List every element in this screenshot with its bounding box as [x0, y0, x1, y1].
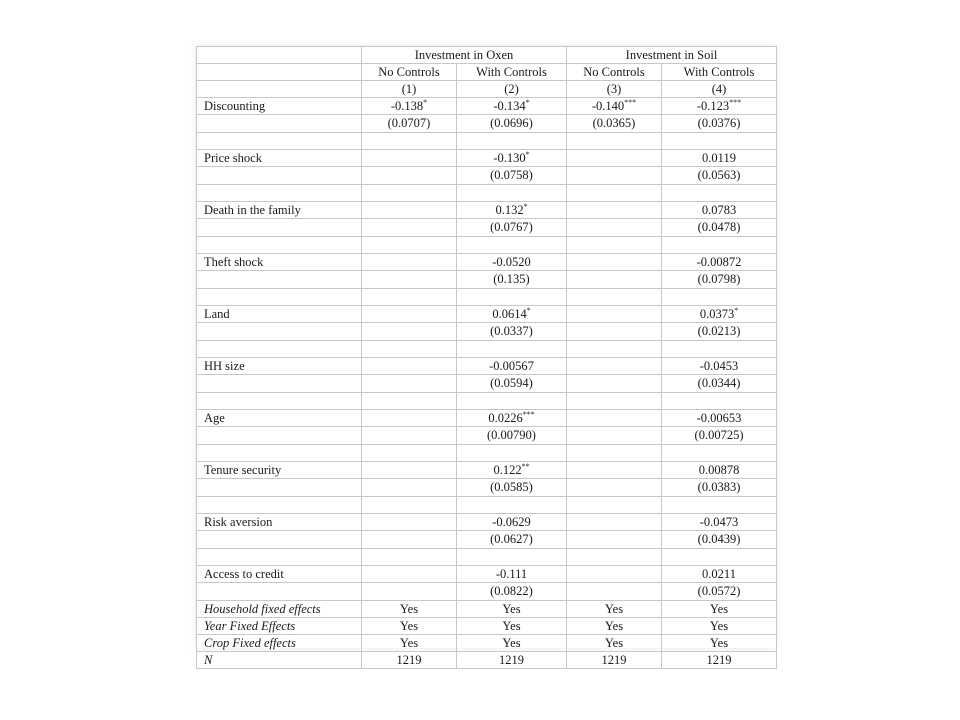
spacer-row	[197, 133, 777, 150]
header-numbers-row	[197, 81, 777, 98]
header-soil: Investment in Soil	[567, 47, 777, 64]
coef-cell: -0.130*	[457, 150, 567, 167]
se-cell: (0.0337)	[457, 323, 567, 341]
se-cell: (0.0572)	[662, 583, 777, 601]
spacer-row	[197, 341, 777, 358]
coef-cell: 0.122**	[457, 462, 567, 479]
se-cell: (0.00725)	[662, 427, 777, 445]
row-label: Year Fixed Effects	[197, 618, 362, 635]
coef-cell: -0.0629	[457, 514, 567, 531]
row-label: HH size	[197, 358, 362, 375]
se-cell: (0.0822)	[457, 583, 567, 601]
se-cell: (0.0376)	[662, 115, 777, 133]
table-row	[197, 254, 777, 271]
row-label: Household fixed effects	[197, 601, 362, 618]
table-row-se	[197, 323, 777, 341]
se-cell: (0.0365)	[567, 115, 662, 133]
table-row-se	[197, 531, 777, 549]
table-row-se	[197, 479, 777, 497]
spacer-row	[197, 445, 777, 462]
table-row	[197, 150, 777, 167]
row-label: Crop Fixed effects	[197, 635, 362, 652]
col-number-2: (2)	[457, 81, 567, 98]
table-row-se	[197, 115, 777, 133]
row-label: Discounting	[197, 98, 362, 115]
col-label-3: No Controls	[567, 64, 662, 81]
se-cell: (0.0563)	[662, 167, 777, 185]
fe-row-year: Year Fixed Effects Yes Yes Yes Yes	[197, 618, 777, 635]
row-label: Land	[197, 306, 362, 323]
se-cell: (0.135)	[457, 271, 567, 289]
table-row	[197, 566, 777, 583]
coef-cell: 0.0119	[662, 150, 777, 167]
coef-cell: 0.0211	[662, 566, 777, 583]
table-row	[197, 514, 777, 531]
header-group-row	[197, 47, 777, 64]
spacer-row	[197, 497, 777, 514]
se-cell: (0.0213)	[662, 323, 777, 341]
coef-cell: -0.0473	[662, 514, 777, 531]
row-label: Tenure security	[197, 462, 362, 479]
fe-row-n: N 1219 1219 1219 1219	[197, 652, 777, 669]
col-number-3: (3)	[567, 81, 662, 98]
se-cell: (0.0585)	[457, 479, 567, 497]
coef-cell: -0.00872	[662, 254, 777, 271]
se-cell: (0.0439)	[662, 531, 777, 549]
coef-cell: -0.138*	[362, 98, 457, 115]
se-cell: (0.0383)	[662, 479, 777, 497]
col-label-1: No Controls	[362, 64, 457, 81]
coef-cell: -0.0453	[662, 358, 777, 375]
table-row-se	[197, 219, 777, 237]
table-row	[197, 98, 777, 115]
coef-cell: -0.00653	[662, 410, 777, 427]
table-row-se	[197, 375, 777, 393]
regression-table-image	[196, 46, 776, 667]
header-corner-cell	[197, 47, 362, 64]
row-label: Age	[197, 410, 362, 427]
coef-cell: 0.0783	[662, 202, 777, 219]
table-row-se	[197, 271, 777, 289]
coef-cell: -0.123***	[662, 98, 777, 115]
se-cell: (0.0344)	[662, 375, 777, 393]
regression-table	[196, 46, 777, 669]
header-labels-row	[197, 64, 777, 81]
coef-cell: -0.140***	[567, 98, 662, 115]
coef-cell: -0.134*	[457, 98, 567, 115]
coef-cell: 0.0226***	[457, 410, 567, 427]
se-cell: (0.0478)	[662, 219, 777, 237]
coef-cell: -0.111	[457, 566, 567, 583]
row-label: Access to credit	[197, 566, 362, 583]
coef-cell: -0.00567	[457, 358, 567, 375]
se-cell: (0.0758)	[457, 167, 567, 185]
table-row	[197, 306, 777, 323]
se-cell: (0.0707)	[362, 115, 457, 133]
fe-row-crop: Crop Fixed effects Yes Yes Yes Yes	[197, 635, 777, 652]
coef-cell: 0.0614*	[457, 306, 567, 323]
header-oxen: Investment in Oxen	[362, 47, 567, 64]
spacer-row	[197, 237, 777, 254]
se-cell: (0.0594)	[457, 375, 567, 393]
row-label: Risk aversion	[197, 514, 362, 531]
row-label: Theft shock	[197, 254, 362, 271]
se-cell: (0.0767)	[457, 219, 567, 237]
row-label: N	[197, 652, 362, 669]
se-cell: (0.00790)	[457, 427, 567, 445]
se-cell: (0.0798)	[662, 271, 777, 289]
col-label-2: With Controls	[457, 64, 567, 81]
table-row	[197, 358, 777, 375]
col-number-4: (4)	[662, 81, 777, 98]
spacer-row	[197, 289, 777, 306]
fe-row-household: Household fixed effects Yes Yes Yes Yes	[197, 601, 777, 618]
spacer-row	[197, 185, 777, 202]
table-row	[197, 202, 777, 219]
se-cell: (0.0627)	[457, 531, 567, 549]
col-number-1: (1)	[362, 81, 457, 98]
se-cell: (0.0696)	[457, 115, 567, 133]
coef-cell: 0.0373*	[662, 306, 777, 323]
coef-cell: 0.00878	[662, 462, 777, 479]
coef-cell: -0.0520	[457, 254, 567, 271]
spacer-row	[197, 549, 777, 566]
table-row	[197, 462, 777, 479]
table-row-se	[197, 167, 777, 185]
table-row	[197, 410, 777, 427]
spacer-row	[197, 393, 777, 410]
table-row-se	[197, 427, 777, 445]
row-label: Price shock	[197, 150, 362, 167]
row-label: Death in the family	[197, 202, 362, 219]
col-label-4: With Controls	[662, 64, 777, 81]
table-row-se	[197, 583, 777, 601]
coef-cell: 0.132*	[457, 202, 567, 219]
